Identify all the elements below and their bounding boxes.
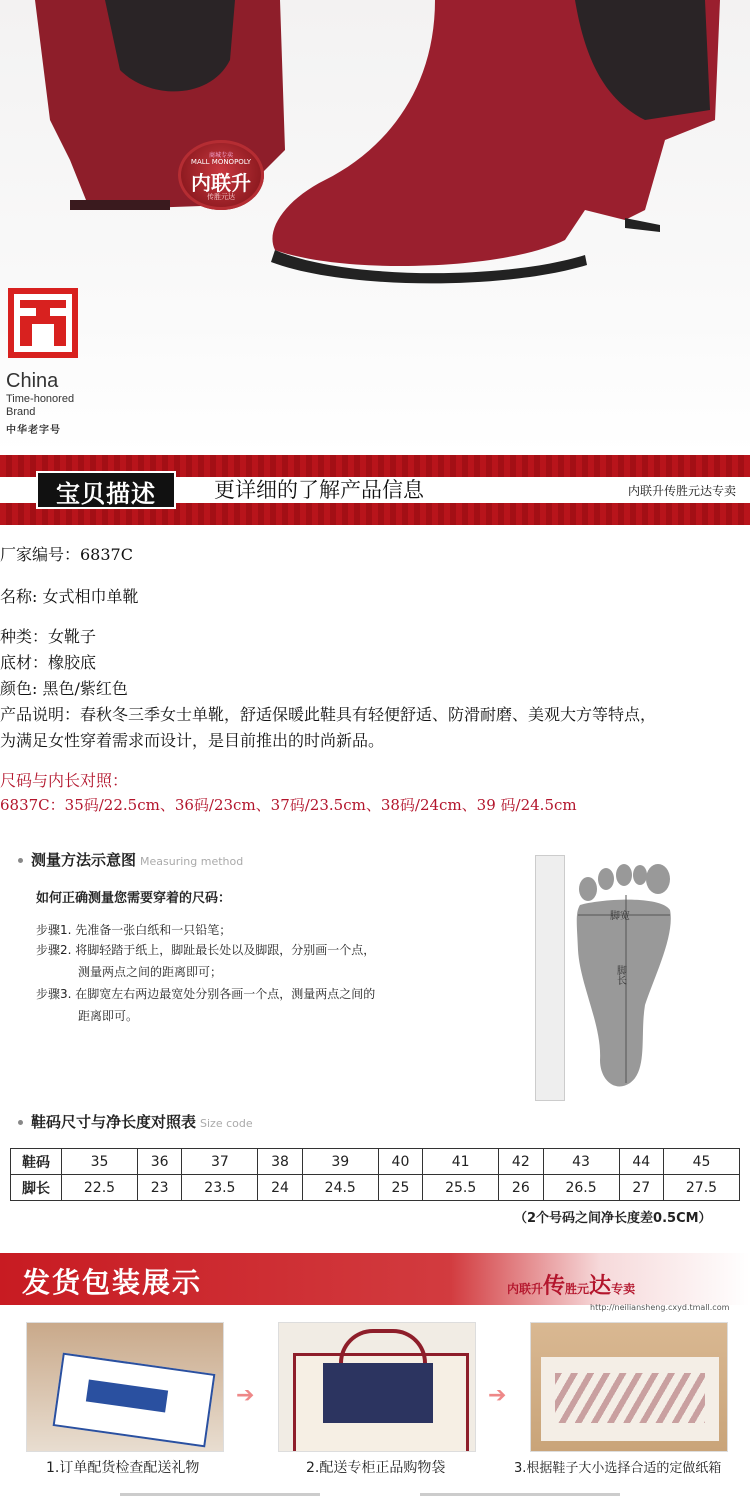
divider xyxy=(420,1493,620,1496)
desc-type: 种类：女靴子 xyxy=(0,627,97,646)
pack-caption-1: 1.订单配货检查配送礼物 xyxy=(46,1460,200,1476)
pack-photo-bag xyxy=(278,1322,476,1452)
banner-title: 宝贝描述 xyxy=(56,480,156,508)
measure-step-3: 步骤3. 在脚宽左右两边最宽处分别各画一个点，测量两点之间的 xyxy=(36,987,376,1001)
measure-step-2: 步骤2. 将脚轻踏于纸上，脚趾最长处以及脚跟，分别画一个点， xyxy=(36,943,376,957)
pack-caption-2: 2.配送专柜正品购物袋 xyxy=(306,1460,446,1476)
logo-part-b: 传 xyxy=(543,1274,566,1299)
desc-color: 颜色: 黑色/紫红色 xyxy=(0,679,128,698)
banner-store-name: 内联升传胜元达专卖 xyxy=(627,484,736,498)
logo-part-d: 达 xyxy=(589,1274,612,1299)
desc-info-line1: 产品说明：春秋冬三季女士单靴，舒适保暖此鞋具有轻便舒适、防滑耐磨、美观大方等特点， xyxy=(0,705,657,724)
arrow-right-icon: ➔ xyxy=(488,1383,507,1408)
length-cell: 24 xyxy=(258,1175,302,1201)
size-cell: 38 xyxy=(258,1149,302,1175)
banner-strip xyxy=(0,477,750,508)
sizecode-title xyxy=(18,1111,253,1132)
length-cell: 26.5 xyxy=(543,1175,619,1201)
shipping-title: 发货包装展示 xyxy=(22,1266,203,1299)
sizecode-title-en: Size code xyxy=(200,1117,253,1130)
seal-line2: MALL MONOPOLY xyxy=(190,158,252,166)
measure-title-text: 测量方法示意图 xyxy=(31,851,137,869)
measure-title-en: Measuring method xyxy=(140,855,244,868)
time-honored-emblem-icon xyxy=(6,286,80,360)
size-cell: 35 xyxy=(62,1149,138,1175)
bullet-icon xyxy=(18,858,23,863)
foot-diagram-icon xyxy=(560,855,710,1099)
length-row-label: 脚长 xyxy=(11,1175,62,1201)
size-cell: 39 xyxy=(302,1149,378,1175)
length-cell: 22.5 xyxy=(62,1175,138,1201)
foot-width-label: 脚宽 xyxy=(610,911,630,922)
brand-cn-text: 中华老字号 xyxy=(6,425,61,436)
size-note: （2个号码之间净长度差0.5CM） xyxy=(514,1211,712,1226)
shipping-banner xyxy=(0,1253,750,1312)
length-cell: 25 xyxy=(378,1175,422,1201)
length-cell: 23.5 xyxy=(182,1175,258,1201)
length-cell: 27.5 xyxy=(663,1175,739,1201)
length-cell: 27 xyxy=(619,1175,663,1201)
length-cell: 23 xyxy=(137,1175,181,1201)
desc-info-line2: 为满足女性穿着需求而设计，是目前推出的时尚新品。 xyxy=(0,731,385,750)
shipping-logo xyxy=(507,1269,635,1300)
length-row xyxy=(11,1175,740,1201)
size-cell: 41 xyxy=(423,1149,499,1175)
sizecode-title-text: 鞋码尺寸与净长度对照表 xyxy=(31,1113,197,1131)
size-cell: 44 xyxy=(619,1149,663,1175)
pack-photo-box xyxy=(530,1322,728,1452)
bullet-icon xyxy=(18,1120,23,1125)
divider xyxy=(120,1493,320,1496)
pack-photo-gift xyxy=(26,1322,224,1452)
seal-name: 内联升 xyxy=(191,171,251,195)
brand-china-text: China xyxy=(6,370,59,392)
desc-size-line: 6837C：35码/22.5cm、36码/23cm、37码/23.5cm、38码/24cm、39 码/24.5cm xyxy=(0,796,577,814)
logo-part-c: 胜元 xyxy=(565,1282,590,1296)
length-cell: 25.5 xyxy=(423,1175,499,1201)
measure-step-3b: 距离即可。 xyxy=(78,1009,139,1023)
banner-subtitle: 更详细的了解产品信息 xyxy=(214,478,424,502)
time-honored-brand-logo xyxy=(6,286,96,436)
length-cell: 26 xyxy=(499,1175,543,1201)
measure-step-2b: 测量两点之间的距离即可； xyxy=(78,965,223,979)
desc-model: 厂家编号：6837C xyxy=(0,545,133,564)
pack-caption-3: 3.根据鞋子大小选择合适的定做纸箱 xyxy=(514,1461,722,1476)
brand-seal-logo xyxy=(178,140,264,210)
boot-right-image xyxy=(265,0,725,290)
arrow-right-icon: ➔ xyxy=(236,1383,255,1408)
size-table xyxy=(10,1148,740,1201)
desc-sole: 底材：橡胶底 xyxy=(0,653,97,672)
measure-title xyxy=(18,849,243,870)
description-banner xyxy=(0,455,750,525)
brand-time-honored-text: Time-honored xyxy=(6,393,75,405)
size-cell: 43 xyxy=(543,1149,619,1175)
size-row-label: 鞋码 xyxy=(11,1149,62,1175)
size-row xyxy=(11,1149,740,1175)
length-cell: 24.5 xyxy=(302,1175,378,1201)
desc-size-title: 尺码与内长对照： xyxy=(0,771,129,790)
size-cell: 37 xyxy=(182,1149,258,1175)
size-cell: 42 xyxy=(499,1149,543,1175)
desc-name: 名称: 女式相巾单靴 xyxy=(0,587,139,606)
measure-question: 如何正确测量您需要穿着的尺码： xyxy=(36,891,232,906)
seal-line1: 商城专卖 xyxy=(208,152,233,159)
measure-step-1: 步骤1. 先准备一张白纸和一只铅笔； xyxy=(36,923,232,937)
size-cell: 36 xyxy=(137,1149,181,1175)
brand-brand-text: Brand xyxy=(6,406,36,418)
shipping-url: http://neiliansheng.cxyd.tmall.com xyxy=(590,1303,730,1312)
foot-length-label: 脚长 xyxy=(614,965,626,985)
logo-part-a: 内联升 xyxy=(507,1282,544,1296)
seal-line4: 传胜元达 xyxy=(207,193,235,201)
size-cell: 40 xyxy=(378,1149,422,1175)
product-hero-image xyxy=(0,0,750,455)
size-cell: 45 xyxy=(663,1149,739,1175)
logo-part-e: 专卖 xyxy=(611,1282,636,1296)
